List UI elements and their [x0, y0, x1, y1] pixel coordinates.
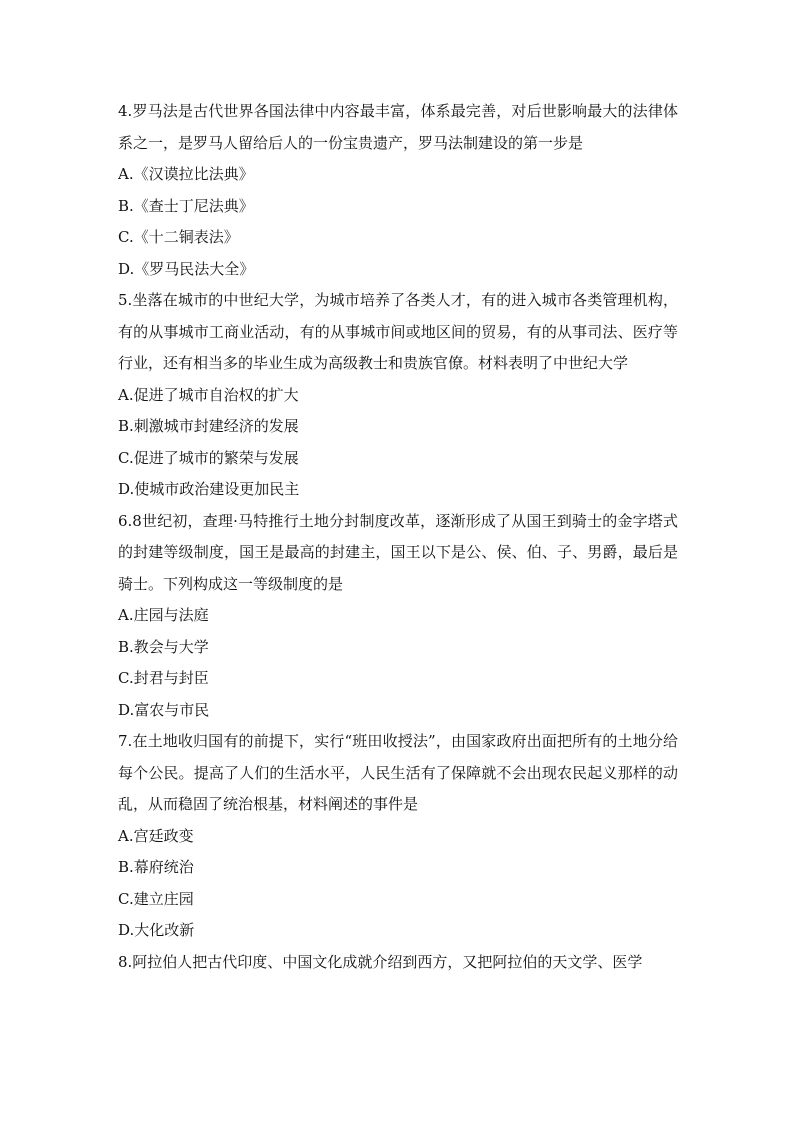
- question-stem: 8.阿拉伯人把古代印度、中国文化成就介绍到西方，又把阿拉伯的天文学、医学: [118, 952, 643, 971]
- option-d: D.富农与市民: [118, 700, 210, 719]
- option-c: C.建立庄园: [118, 889, 194, 908]
- option-a: A.促进了城市自治权的扩大: [118, 385, 299, 404]
- option-b: B.刺激城市封建经济的发展: [118, 417, 299, 435]
- question-stem: 5.坐落在城市的中世纪大学，为城市培养了各类人才，有的进入城市各类管理机构，有的从事城市工商业活动，有的从事城市间或地区间的贸易，有的从事司法、医疗等行业，还有相当多的毕业生成为高级教士和贵族官僚。材料表明了中世纪大学: [118, 291, 678, 372]
- question-5: [118, 285, 678, 506]
- option-a: A.宫廷政变: [118, 826, 194, 845]
- question-7: [118, 726, 678, 947]
- option-d: D.《罗马民法大全》: [118, 259, 255, 278]
- option-c: C.封君与封臣: [118, 669, 209, 687]
- option-a: A.《汉谟拉比法典》: [118, 165, 254, 183]
- option-d: D.大化改新: [118, 921, 195, 939]
- option-c: C.《十二铜表法》: [118, 228, 239, 246]
- question-6: [118, 506, 678, 727]
- option-a: A.庄园与法庭: [118, 606, 209, 624]
- question-stem: 7.在土地收归国有的前提下，实行“班田收授法”，由国家政府出面把所有的土地分给每个公民。提高了人们的生活水平，人民生活有了保障就不会出现农民起义那样的动乱，从而稳固了统治根基，材料阐述的事件是: [118, 732, 678, 813]
- option-b: B.《查士丁尼法典》: [118, 196, 254, 215]
- question-4: [118, 96, 678, 285]
- option-b: B.幕府统治: [118, 858, 194, 876]
- question-list: [118, 96, 678, 978]
- option-d: D.使城市政治建设更加民主: [118, 480, 300, 498]
- question-8: [118, 947, 678, 979]
- question-stem: 4.罗马法是古代世界各国法律中内容最丰富，体系最完善，对后世影响最大的法律体系之一，是罗马人留给后人的一份宝贵遗产，罗马法制建设的第一步是: [118, 102, 678, 152]
- option-b: B.教会与大学: [118, 637, 209, 656]
- option-c: C.促进了城市的繁荣与发展: [118, 448, 299, 467]
- question-stem: 6.8世纪初，查理·马特推行土地分封制度改革，逐渐形成了从国王到骑士的金字塔式的封建等级制度，国王是最高的封建主，国王以下是公、侯、伯、子、男爵，最后是骑士。下列构成这一等级制度的是: [118, 511, 678, 593]
